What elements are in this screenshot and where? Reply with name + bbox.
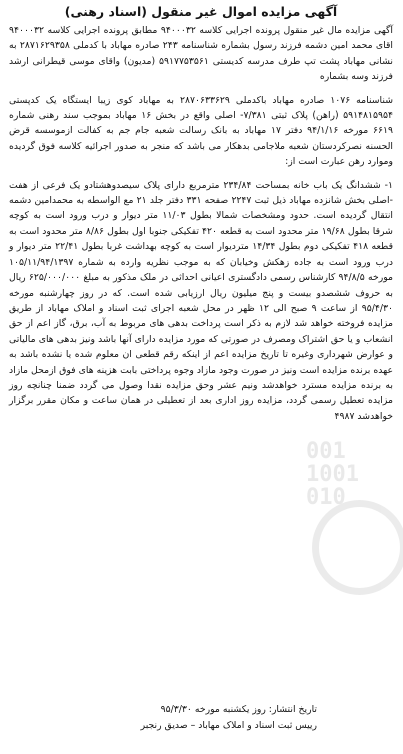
paragraph-gap bbox=[9, 170, 393, 178]
watermark-digits: 001 1001 010 bbox=[306, 439, 359, 510]
notice-intro: آگهی مزایده مال غیر منقول پرونده اجرایی کلاسه ۹۴۰۰۰۳۲ مطابق پرونده اجرایی کلاسه ۹۴۰۰۰۳۲ اقای محمد امین دشمه فرزند رسول بشماره شناسنامه ۲۴۳ صادره مهاباد با کدملی ۲۸۷۱۶۲۹۳۵۸ به نشانی مهاباد پشت تپ طرف مدرسه کدیستی ۵۹۱۷۷۵۳۵۶۱ (مدیون) واقای موسی قیطرانی ارشد فرزند وسه بشماره bbox=[9, 25, 393, 83]
notice-footer bbox=[9, 702, 393, 734]
watermark-ring bbox=[312, 500, 403, 595]
notice-debtor-details: شناسنامه ۱۰۷۶ صادره مهاباد باکدملی ۲۸۷۰۶۳۳۶۲۹ به مهاباد کوی زیبا ایستگاه یک کدپستی ۵۹۱۴۸۱۵۹۵۴ (راهن) پلاک ثبتی ۷/۳۸۱- اصلی واقع در بخش ۱۶ مهاباد بموجب سند رهنی شماره ۶۶۱۹ مورخه ۹۴/۱/۱۶ دفتر ۱۷ مهاباد به بانک رسالت شعبه جام جم به کفالت ازموسسه قرض الحسنه نصرکردستان شعبه ملاجامی بدهکار می باشد که منجر به صدور اجرائیه کلاسه فوق گردیده وموارد رهن عبارت است از: bbox=[9, 94, 394, 168]
notice-title: آگهی مزایده اموال غیر منقول (اسناد رهنی) bbox=[64, 4, 338, 19]
watermark bbox=[306, 440, 403, 600]
signature: رییس ثبت اسناد و املاک مهاباد – صدیق رنجبر bbox=[140, 720, 317, 731]
paragraph-gap bbox=[9, 85, 393, 93]
notice-property-item: ۱- ششدانگ یک باب خانه بمساحت ۲۳۴/۸۴ مترمربع دارای پلاک سیصدوهشتادو یک فرعی از هفت -اصلی بخش شانزده مهاباد ذیل ثبت ۲۲۴۷ صفحه ۳۳۱ دفتر جلد ۲۱ مع الواسطه به محمدامین دشمه انتقال گردیده است. حدود ومشخصات شمالا بطول ۱۱/۰۳ متر دیوار و درب ورود است به کوچه شرقا بطول ۱۹/۶۸ متر محدود است به قطعه ۴۲۰ تفکیکی جنوبا اول بطول ۸/۸۶ متر محدود است به قطعه ۴۱۸ تفکیکی دوم بطول ۱۴/۳۴ متردیوار است به کوچه بهداشت غربا بطول ۲۲/۴۱ متر دیوار و درب ورود است به جاده زهکش وخیابان که به موجب نظریه وارده به شماره ۱۰۵/۱۱/۹۴/۱۳۹۷ مورخه ۹۴/۸/۵ کارشناس رسمی دادگستری اعیانی احداثی در ملک مذکور به مبلغ ۶۲۵/۰۰۰/۰۰۰ ریال به حروف ششصدو بیست و پنج میلیون ریال ارزیابی شده است. که در روز چهارشنبه مورخه ۹۵/۴/۳۰ از ساعت ۹ صبح الی ۱۲ ظهر در محل شعبه اجرای ثبت اسناد و املاک مهاباد از طریق مزایده فروخته خواهد شد لازم به ذکر است پرداخت بدهی های مربوط به آب، برق، گاز اعم از حق انشعاب و یا حق اشتراک ومصرف در صورتی که مورد مزایده دارای آنها باشد ونیز بدهی های مالیاتی و عوارض شهرداری وغیره تا تاریخ مزایده اعم از اینکه رقم قطعی ان معلوم شده یا نشده باشد به عهده برنده مزایده است ونیز در صورت وجود مازاد وجوه پرداختی بابت هزینه های فوق ازمحل مازاد به برنده مزایده مسترد خواهدشد ونیم عشر وحق مزایده نقدا وصول می گردد ضمنا چنانچه روز مزایده تعطیل رسمی گردد، مزایده روز اداری بعد از تعطیلی در همان ساعت و مکان مقرر برگزار خواهدشد ۴۹۸۷ bbox=[9, 179, 394, 422]
auction-notice bbox=[9, 4, 393, 424]
publish-date: تاریخ انتشار: روز یکشنبه مورخه ۹۵/۳/۳۰ bbox=[160, 704, 317, 715]
